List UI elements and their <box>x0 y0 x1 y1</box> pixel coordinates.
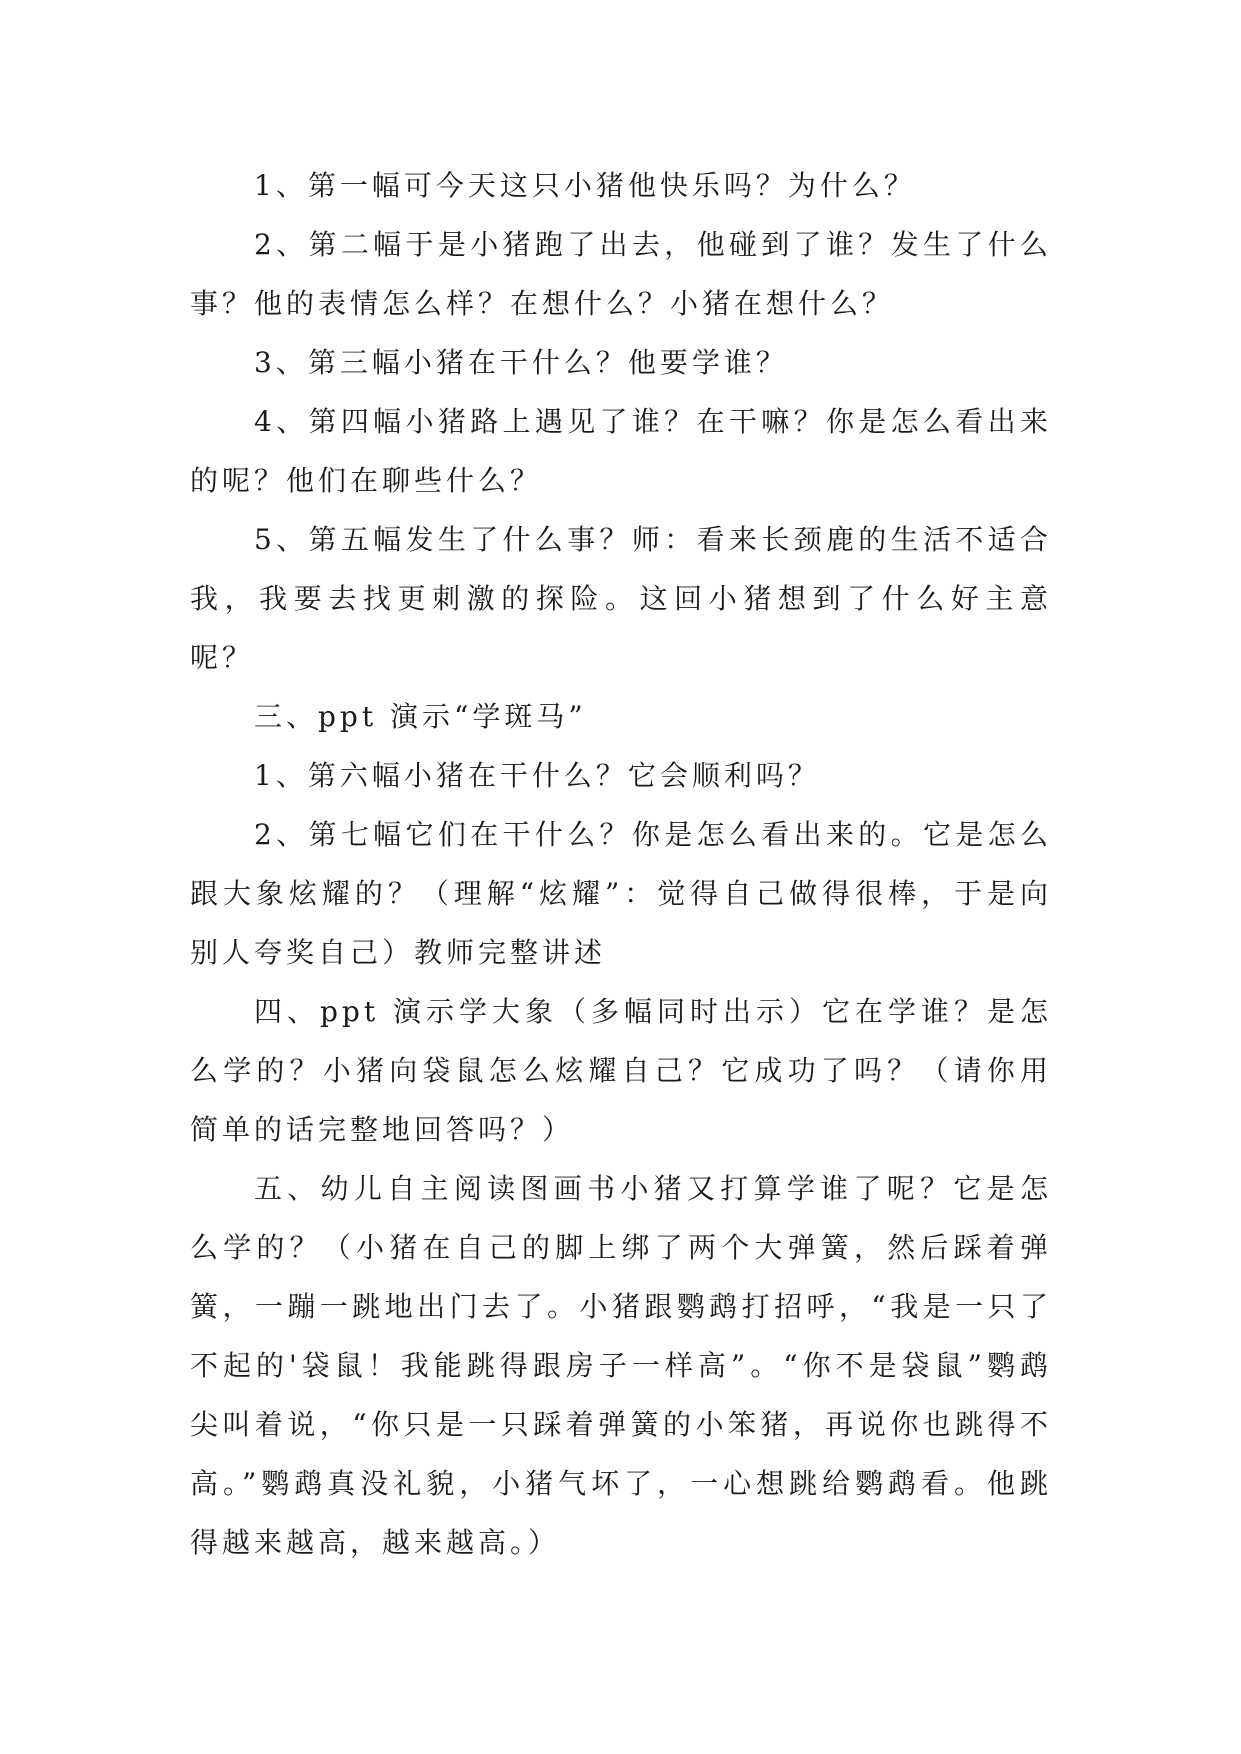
paragraph-1: 1、第一幅可今天这只小猪他快乐吗？为什么？ <box>254 169 916 202</box>
paragraph-5: 5、第五幅发生了什么事？师：看来长颈鹿的生活不适合我，我要去找更刺激的探险。这回小猪想到了什么好主意呢？ <box>190 523 1052 674</box>
document-body <box>190 156 1052 1572</box>
paragraph-4: 4、第四幅小猪路上遇见了谁？在干嘛？你是怎么看出来的呢？他们在聊些什么？ <box>190 405 1052 497</box>
section-heading-3: 三、ppt 演示“学斑马” <box>254 700 587 733</box>
paragraph-3: 3、第三幅小猪在干什么？他要学谁？ <box>254 346 788 379</box>
paragraph-7: 2、第七幅它们在干什么？你是怎么看出来的。它是怎么跟大象炫耀的？（理解“炫耀”：觉得自己做得很棒，于是向别人夸奖自己）教师完整讲述 <box>190 818 1052 969</box>
paragraph-6: 1、第六幅小猪在干什么？它会顺利吗？ <box>254 759 820 792</box>
section-paragraph-5: 五、幼儿自主阅读图画书小猪又打算学谁了呢？它是怎么学的？（小猪在自己的脚上绑了两个大弹簧，然后踩着弹簧，一蹦一跳地出门去了。小猪跟鹦鹉打招呼，“我是一只了不起的'袋鼠！我能跳得跟房子一样高”。“你不是袋鼠”鹦鹉尖叫着说，“你只是一只踩着弹簧的小笨猪，再说你也跳得不高。”鹦鹉真没礼貌，小猪气坏了，一心想跳给鹦鹉看。他跳得越来越高，越来越高。） <box>190 1172 1052 1559</box>
paragraph-2: 2、第二幅于是小猪跑了出去，他碰到了谁？发生了什么事？他的表情怎么样？在想什么？小猪在想什么？ <box>190 228 1052 320</box>
section-paragraph-4: 四、ppt 演示学大象（多幅同时出示）它在学谁？是怎么学的？小猪向袋鼠怎么炫耀自己？它成功了吗？（请你用简单的话完整地回答吗？） <box>190 995 1052 1146</box>
